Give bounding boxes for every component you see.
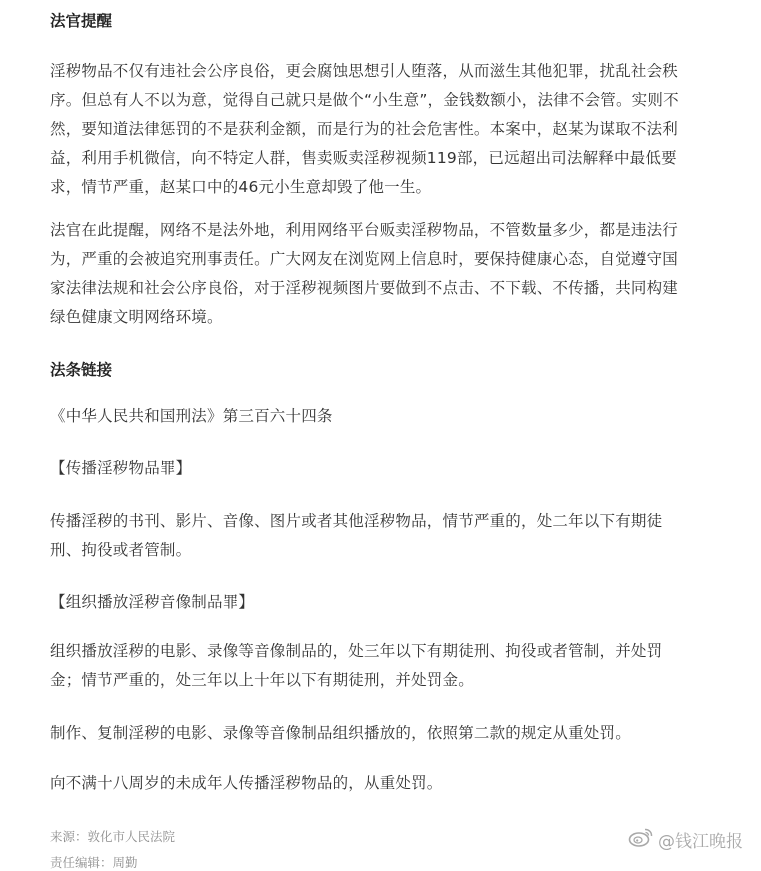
text-line: 淫秽物品不仅有违社会公序良俗，更会腐蚀思想引人堕落，从而滋生其他犯罪，扰乱社会秩 [50,62,679,80]
weibo-icon [628,826,658,853]
clause-3 [50,719,740,748]
source-note: 来源：敦化市人民法院 [50,829,176,844]
paragraph-reminder-2 [50,216,740,332]
text-line: 【传播淫秽物品罪】 [50,459,192,477]
text-line: 制作、复制淫秽的电影、录像等音像制品组织播放的，依照第二款的规定从重处罚。 [50,724,631,742]
watermark [628,826,743,853]
section-heading-judge-reminder: 法官提醒 [50,12,113,30]
text-line: 《中华人民共和国刑法》第三百六十四条 [50,407,333,425]
law-title [50,402,740,431]
watermark-text: @钱江晚报 [658,832,743,852]
text-line: 然，要知道法律惩罚的不是获利金额，而是行为的社会危害性。本案中，赵某为谋取不法利 [50,120,679,138]
text-line: 刑、拘役或者管制。 [50,541,192,559]
text-line: 传播淫秽的书刊、影片、音像、图片或者其他淫秽物品，情节严重的，处二年以下有期徒 [50,512,663,530]
crime-text-1 [50,507,740,565]
text-line: 为，严重的会被追究刑事责任。广大网友在浏览网上信息时，要保持健康心态，自觉遵守国 [50,250,679,268]
text-line: 【组织播放淫秽音像制品罪】 [50,593,255,611]
text-line: 金；情节严重的，处三年以上十年以下有期徒刑，并处罚金。 [50,671,474,689]
paragraph-reminder-1 [50,57,740,202]
text-line: 向不满十八周岁的未成年人传播淫秽物品的，从重处罚。 [50,774,443,792]
editor-note: 责任编辑：周勤 [50,855,138,870]
text-line: 组织播放淫秽的电影、录像等音像制品的，处三年以下有期徒刑、拘役或者管制，并处罚 [50,642,663,660]
section-heading-law-link: 法条链接 [50,361,113,379]
text-line: 绿色健康文明网络环境。 [50,308,223,326]
text-line: 法官在此提醒，网络不是法外地，利用网络平台贩卖淫秽物品，不管数量多少，都是违法行 [50,221,679,239]
text-line: 求，情节严重，赵某口中的46元小生意却毁了他一生。 [50,178,432,196]
text-line: 家法律法规和社会公序良俗，对于淫秽视频图片要做到不点击、不下载、不传播，共同构建 [50,279,679,297]
crime-title-2 [50,588,740,617]
crime-title-1 [50,454,740,483]
clause-4 [50,769,740,798]
text-line: 序。但总有人不以为意，觉得自己就只是做个“小生意”，金钱数额小，法律不会管。实则不 [50,91,679,109]
crime-text-2 [50,637,740,695]
text-line: 益，利用手机微信，向不特定人群，售卖贩卖淫秽视频119部，已远超出司法解释中最低要 [50,149,677,167]
